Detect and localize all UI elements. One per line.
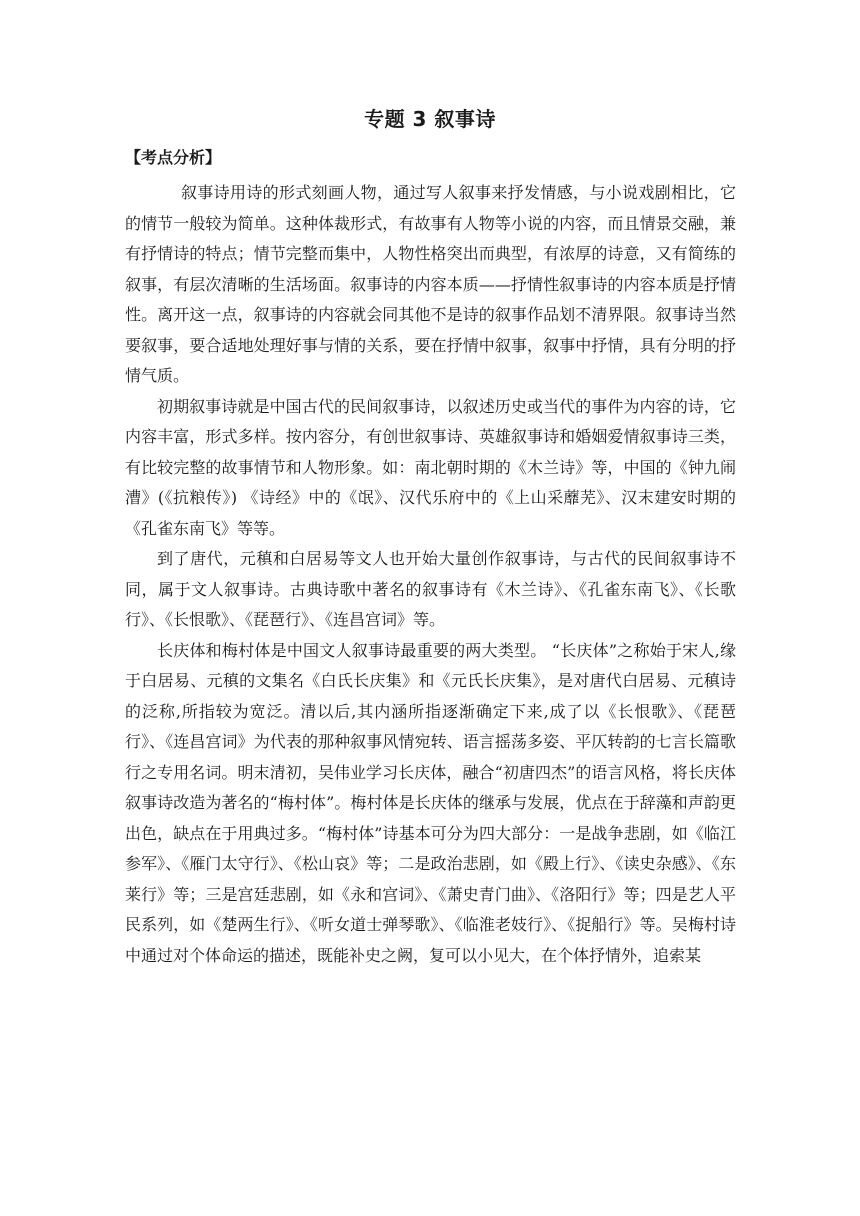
section-heading: 【考点分析】 (125, 148, 222, 167)
paragraph-2: 初期叙事诗就是中国古代的民间叙事诗，以叙述历史或当代的事件为内容的诗，它内容丰富，形式多样。按内容分，有创世叙事诗、英雄叙事诗和婚姻爱情叙事诗三类，有比较完整的故事情节和人物形象。如：南北朝时期的《木兰诗》等，中国的《钟九闹漕》(《抗粮传》) 《诗经》中的《氓》、汉代乐府中的《上山采蘼芜》、汉末建安时期的《孔雀东南飞》等等。 (125, 396, 736, 538)
paragraph-4: 长庆体和梅村体是中国文人叙事诗最重要的两大类型。 “长庆体”之称始于宋人,缘于白居易、元稹的文集名《白氏长庆集》和《元氏长庆集》，是对唐代白居易、元稹诗的泛称,所指较为宽泛。清以后,其内涵所指逐渐确定下来,成了以《长恨歌》、《琵琶行》、《连昌宫词》为代表的那种叙事风情宛转、语言摇荡多姿、平仄转韵的七言长篇歌行之专用名词。明末清初，吴伟业学习长庆体，融合“初唐四杰”的语言风格，将长庆体叙事诗改造为著名的“梅村体”。梅村体是长庆体的继承与发展，优点在于辞藻和声韵更出色，缺点在于用典过多。“梅村体”诗基本可分为四大部分：一是战争悲剧，如《临江参军》、《雁门太守行》、《松山哀》等；二是政治悲剧，如《殿上行》、《读史杂感》、《东莱行》等；三是宫廷悲剧，如《永和宫词》、《萧史青门曲》、《洛阳行》等；四是艺人平民系列，如《楚两生行》、《听女道士弹琴歌》、《临淮老妓行》、《捉船行》等。吴梅村诗中通过对个体命运的描述，既能补史之阙，复可以小见大，在个体抒情外，追索某 (125, 640, 736, 965)
document-title: 专题 3 叙事诗 (364, 107, 496, 131)
document-body (125, 178, 736, 971)
paragraph-3: 到了唐代，元稹和白居易等文人也开始大量创作叙事诗，与古代的民间叙事诗不同，属于文人叙事诗。古典诗歌中著名的叙事诗有《木兰诗》、《孔雀东南飞》、《长歌行》、《长恨歌》、《琵琶行》、《连昌宫词》等。 (125, 549, 736, 629)
paragraph-1: 叙事诗用诗的形式刻画人物，通过写人叙事来抒发情感，与小说戏剧相比，它的情节一般较为简单。这种体裁形式，有故事有人物等小说的内容，而且情景交融，兼有抒情诗的特点；情节完整而集中，人物性格突出而典型，有浓厚的诗意，又有简练的叙事，有层次清晰的生活场面。叙事诗的内容本质——抒情性叙事诗的内容本质是抒情性。离开这一点，叙事诗的内容就会同其他不是诗的叙事作品划不清界限。叙事诗当然要叙事，要合适地处理好事与情的关系，要在抒情中叙事，叙事中抒情，具有分明的抒情气质。 (125, 183, 736, 385)
